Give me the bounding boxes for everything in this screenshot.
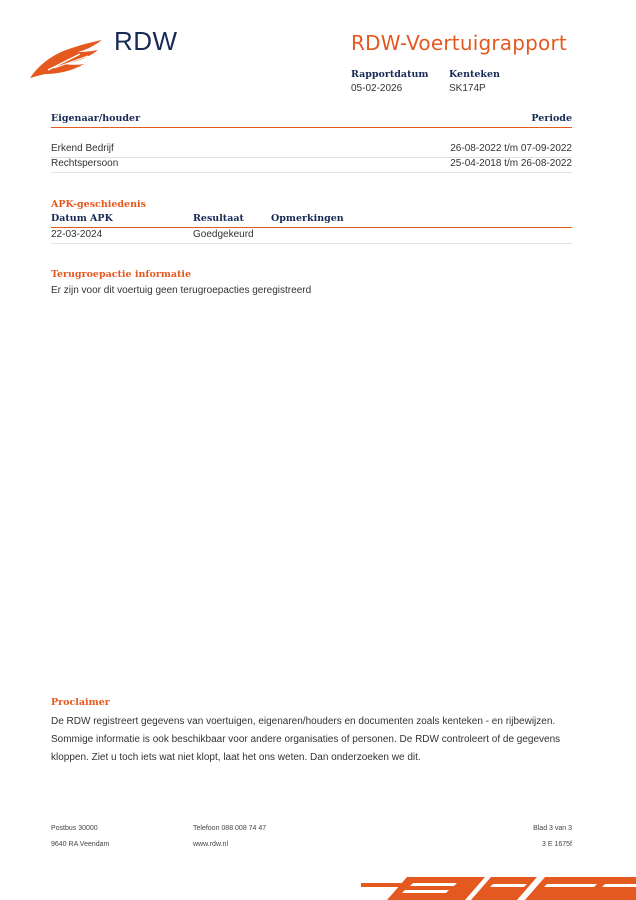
period-heading: Periode bbox=[531, 113, 572, 124]
disclaimer-text bbox=[51, 713, 581, 767]
owner-name: Erkend Bedrijf bbox=[51, 143, 114, 154]
report-date-label: Rapportdatum bbox=[351, 69, 429, 80]
disclaimer-title: Proclaimer bbox=[51, 697, 110, 708]
apk-header-remarks: Opmerkingen bbox=[271, 213, 344, 224]
apk-date: 22-03-2024 bbox=[51, 229, 103, 240]
apk-result: Goedgekeurd bbox=[193, 229, 254, 240]
row-divider bbox=[51, 243, 572, 244]
apk-divider bbox=[51, 227, 572, 228]
row-divider bbox=[51, 172, 572, 173]
owner-period: 26-08-2022 t/m 07-09-2022 bbox=[450, 143, 572, 154]
orange-speed-stripes-icon bbox=[361, 874, 636, 900]
rdw-wing-logo-icon bbox=[28, 38, 104, 80]
disclaimer-line: kloppen. Ziet u toch iets wat niet klopt, laat het ons weten. Dan onderzoeken we dit. bbox=[51, 752, 421, 763]
report-date-value: 05-02-2026 bbox=[351, 83, 403, 94]
footer-page: Blad 3 van 3 bbox=[533, 825, 572, 832]
footer-address-2: 9640 RA Veendam bbox=[51, 841, 110, 848]
disclaimer-line: De RDW registreert gegevens van voertuigen, eigenaren/houders en documenten zoals kenteken - en rijbewijzen. bbox=[51, 716, 556, 727]
report-title: RDW-Voertuigrapport bbox=[351, 31, 567, 55]
owners-divider bbox=[51, 127, 572, 128]
disclaimer-line: Sommige informatie is ook beschikbaar voor andere organisaties of personen. De RDW controleert of de gegevens bbox=[51, 734, 561, 745]
apk-header-date: Datum APK bbox=[51, 213, 113, 224]
plate-value: SK174P bbox=[449, 83, 486, 94]
plate-label: Kenteken bbox=[449, 69, 500, 80]
owner-name: Rechtspersoon bbox=[51, 158, 119, 169]
footer-code: 3 E 1675f bbox=[542, 841, 572, 848]
recall-title: Terugroepactie informatie bbox=[51, 269, 192, 280]
brand-name: RDW bbox=[114, 26, 178, 56]
footer-address-1: Postbus 30000 bbox=[51, 825, 98, 832]
owners-heading: Eigenaar/houder bbox=[51, 113, 141, 124]
recall-text: Er zijn voor dit voertuig geen terugroepacties geregistreerd bbox=[51, 285, 312, 296]
footer-web: www.rdw.nl bbox=[193, 841, 229, 848]
apk-title: APK-geschiedenis bbox=[51, 199, 146, 210]
footer-phone: Telefoon 088 008 74 47 bbox=[193, 825, 267, 832]
apk-header-result: Resultaat bbox=[193, 213, 244, 224]
owner-period: 25-04-2018 t/m 26-08-2022 bbox=[450, 158, 572, 169]
